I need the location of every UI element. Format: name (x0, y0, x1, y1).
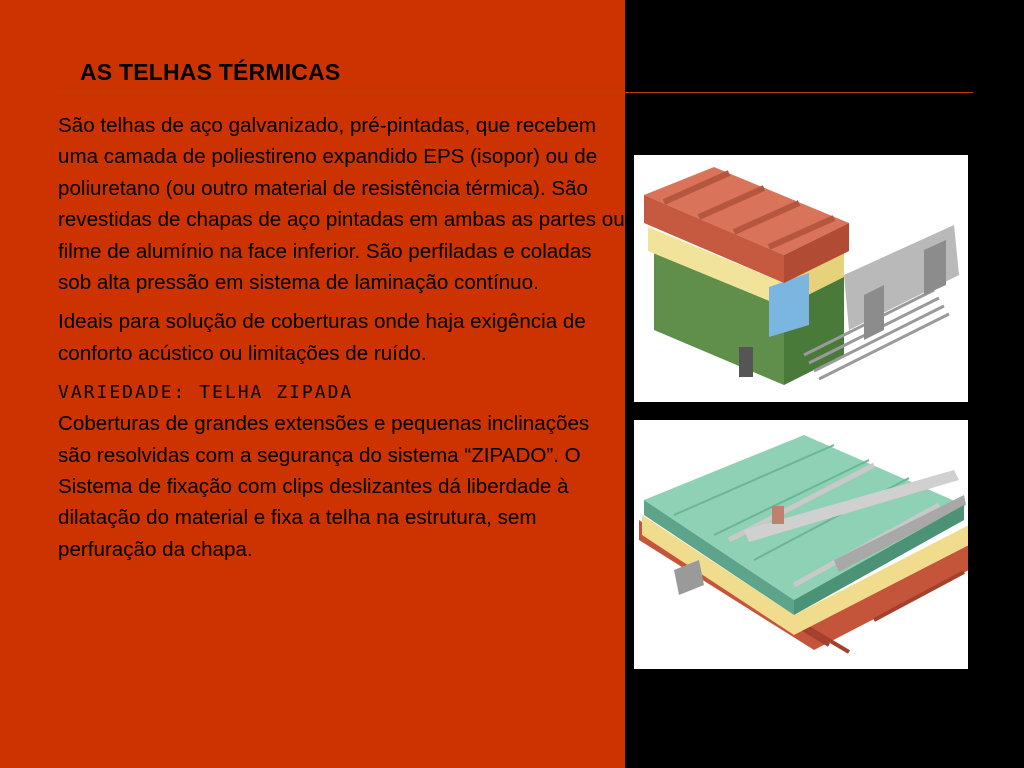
paragraph-description: São telhas de aço galvanizado, pré-pintadas, que recebem uma camada de poliestireno expandido EPS (isopor) ou de poliuretano (ou outro material de resistência térmica). São revestidas de chapas de aço pintadas em ambas as partes ou filme de alumínio na face inferior. São perfiladas e coladas sob alta pressão em sistema de laminação contínuo. (58, 114, 625, 295)
zipped-roof-panel-green-image (634, 420, 968, 669)
paragraph-usage: Ideais para solução de coberturas onde haja exigência de conforto acústico ou limitações de ruído. (58, 310, 586, 365)
slide-body (58, 110, 628, 573)
paragraph-zipped: Coberturas de grandes extensões e pequenas inclinações são resolvidas com a segurança do sistema “ZIPADO”. O Sistema de fixação com clips deslizantes dá liberdade à dilatação do material e fixa a telha na estrutura, sem perfuração da chapa. (58, 412, 590, 561)
title-divider (58, 92, 973, 93)
variety-heading: VARIEDADE: TELHA ZIPADA (58, 382, 354, 404)
slide-title: AS TELHAS TÉRMICAS (80, 59, 341, 85)
thermal-roof-panel-red-image (634, 155, 968, 402)
